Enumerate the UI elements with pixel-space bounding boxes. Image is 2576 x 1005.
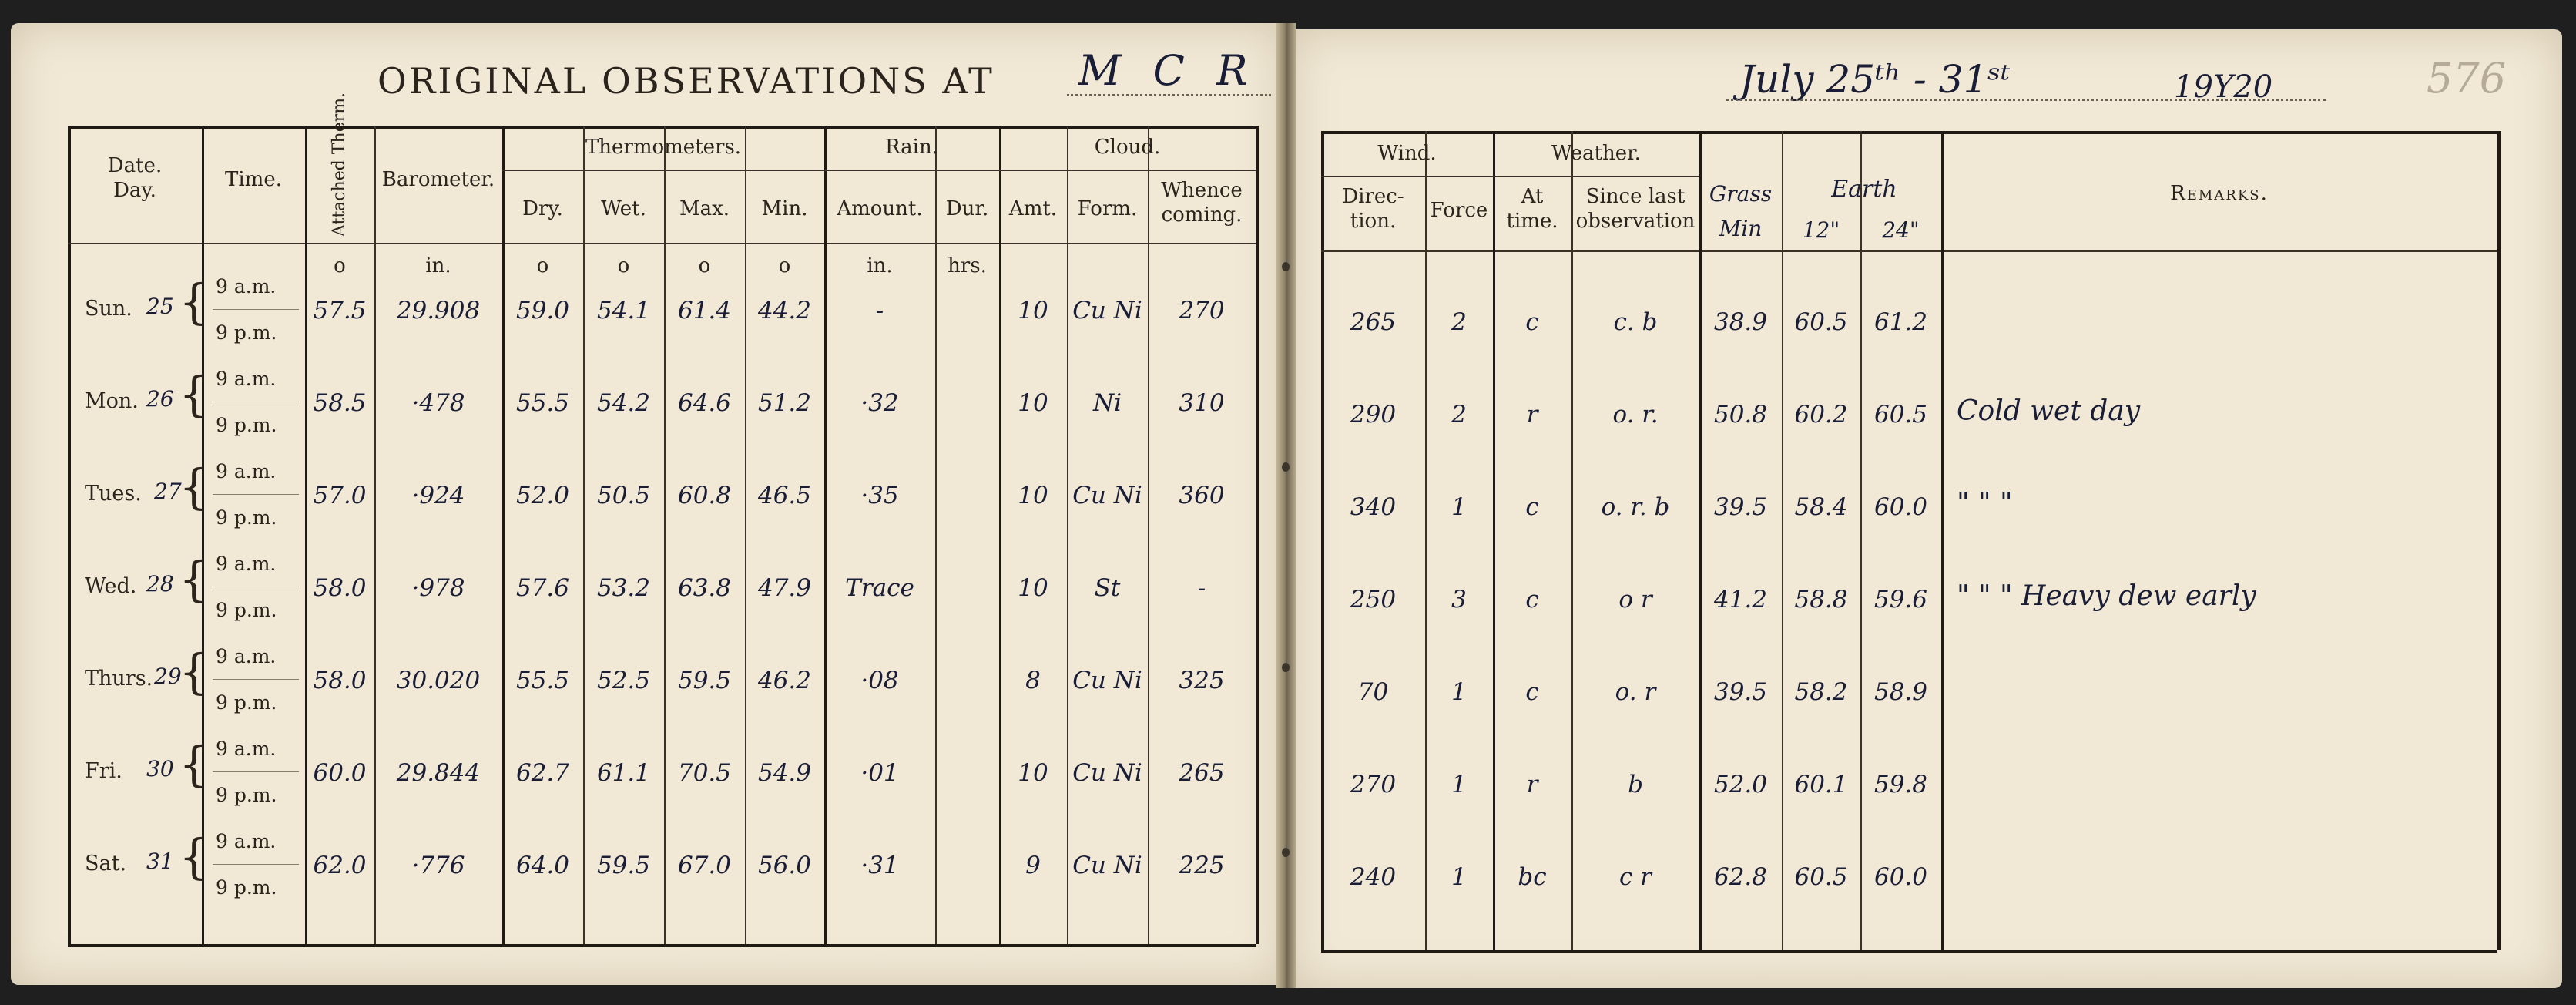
wet-value: 54.1 — [596, 297, 651, 324]
earth-12-value: 60.5 — [1794, 308, 1848, 336]
table-border-bottom-right — [1321, 950, 2497, 953]
earth-12-value: 60.2 — [1794, 401, 1848, 429]
grass-min-value: 39.5 — [1713, 678, 1768, 706]
rain-group-rule — [824, 170, 999, 171]
grass-min-value: 38.9 — [1713, 308, 1768, 336]
unit-dur: hrs. — [948, 254, 987, 277]
header-weather: Weather. — [1551, 142, 1641, 165]
title-dotted-line — [1067, 94, 1271, 96]
grass-min-value: 52.0 — [1713, 771, 1768, 798]
table-border-top — [68, 126, 1256, 129]
barometer-value: 29.844 — [396, 759, 481, 787]
cloud-amount-value: 10 — [1018, 759, 1048, 787]
wind-force-value: 1 — [1451, 771, 1467, 798]
min-value: 44.2 — [757, 297, 812, 324]
column-line — [583, 126, 585, 944]
time-am: 9 a.m. — [216, 830, 277, 852]
header-earth-12: 12" — [1802, 217, 1840, 243]
period-label: July 25ᵗʰ - 31ˢᵗ — [1739, 57, 2011, 102]
max-value: 70.5 — [677, 759, 732, 787]
weather-since-value: b — [1628, 771, 1643, 798]
min-value: 56.0 — [757, 852, 812, 879]
header-remarks: Remarks. — [2170, 182, 2269, 205]
wind-direction-value: 240 — [1350, 863, 1397, 891]
header-amt: Amt. — [1008, 197, 1058, 220]
cloud-amount-value: 8 — [1025, 667, 1041, 694]
page-title: ORIGINAL OBSERVATIONS AT — [377, 60, 995, 102]
day-date: 26 — [146, 386, 174, 412]
time-pm: 9 p.m. — [216, 691, 277, 714]
wind-force-value: 1 — [1451, 678, 1467, 706]
remarks-value: " " " Heavy dew early — [1957, 580, 2256, 612]
whence-value: 310 — [1179, 389, 1225, 417]
attached-therm-value: 58.0 — [313, 667, 367, 694]
day-brace: { — [179, 551, 210, 607]
weather-since-value: c. b — [1613, 308, 1658, 336]
wind-direction-value: 270 — [1350, 771, 1397, 798]
header-time: Time. — [225, 168, 282, 191]
column-line — [824, 126, 827, 944]
grass-min-value: 39.5 — [1713, 493, 1768, 521]
time-pm: 9 p.m. — [216, 506, 277, 529]
earth-24-value: 61.2 — [1873, 308, 1928, 336]
dry-value: 57.6 — [515, 574, 570, 602]
remarks-value: " " " — [1957, 488, 2013, 519]
spine-stitch — [1282, 462, 1290, 472]
time-pm: 9 p.m. — [216, 599, 277, 621]
whence-value: 225 — [1179, 852, 1225, 879]
day-date: 25 — [146, 294, 174, 319]
attached-therm-value: 62.0 — [313, 852, 367, 879]
weather-since-value: o. r. b — [1601, 493, 1670, 521]
weather-at-value: c — [1525, 678, 1539, 706]
attached-therm-value: 57.0 — [313, 482, 367, 509]
header-cloud: Cloud. — [1094, 136, 1161, 159]
day-name: Wed. — [85, 574, 137, 598]
cloud-form-value: Cu Ni — [1072, 667, 1142, 694]
header-wet: Wet. — [601, 197, 646, 220]
weather-at-value: r — [1526, 401, 1538, 429]
header-force: Force — [1430, 199, 1488, 222]
weather-at-value: c — [1525, 586, 1539, 613]
table-border-top-right — [1321, 131, 2497, 134]
day-date: 27 — [154, 479, 182, 504]
day-date: 30 — [146, 756, 174, 781]
unit-attached: o — [334, 254, 346, 277]
barometer-value: ·776 — [411, 852, 465, 879]
wind-direction-value: 340 — [1350, 493, 1397, 521]
earth-12-value: 60.5 — [1794, 863, 1848, 891]
unit-max: o — [698, 254, 711, 277]
cloud-form-value: Cu Ni — [1072, 482, 1142, 509]
wind-group-rule — [1321, 176, 1493, 177]
dry-value: 55.5 — [515, 389, 570, 417]
time-pm: 9 p.m. — [216, 414, 277, 436]
header-rule-right — [1321, 250, 2497, 252]
day-date: 28 — [146, 571, 174, 597]
time-divider — [213, 771, 299, 772]
barometer-value: 29.908 — [396, 297, 481, 324]
column-line — [1941, 131, 1944, 950]
time-divider — [213, 494, 299, 495]
wind-force-value: 3 — [1451, 586, 1467, 613]
cloud-group-rule — [999, 170, 1256, 171]
header-attached-therm: Attached Therm. — [330, 92, 349, 237]
dry-value: 64.0 — [515, 852, 570, 879]
header-whence: Whence — [1161, 179, 1243, 202]
max-value: 67.0 — [677, 852, 732, 879]
weather-at-value: bc — [1518, 863, 1547, 891]
wet-value: 59.5 — [596, 852, 651, 879]
whence-value: 265 — [1179, 759, 1225, 787]
weather-at-value: r — [1526, 771, 1538, 798]
earth-12-value: 58.2 — [1794, 678, 1848, 706]
attached-therm-value: 58.5 — [313, 389, 367, 417]
min-value: 46.5 — [757, 482, 812, 509]
wind-direction-value: 290 — [1350, 401, 1397, 429]
day-name: Sun. — [85, 297, 132, 321]
wet-value: 50.5 — [596, 482, 651, 509]
day-brace: { — [179, 366, 210, 422]
cloud-form-value: Cu Ni — [1072, 759, 1142, 787]
cloud-form-value: Ni — [1092, 389, 1122, 417]
table-border-right — [1256, 126, 1259, 944]
rain-amount-value: - — [875, 297, 884, 324]
attached-therm-value: 57.5 — [313, 297, 367, 324]
wind-force-value: 1 — [1451, 493, 1467, 521]
whence-value: 325 — [1179, 667, 1225, 694]
time-am: 9 a.m. — [216, 460, 277, 482]
column-line — [1493, 131, 1495, 950]
header-since: Since last — [1585, 185, 1685, 208]
column-line — [1148, 126, 1149, 944]
wind-force-value: 2 — [1451, 401, 1467, 429]
header-since-2: observation — [1575, 210, 1696, 233]
barometer-value: 30.020 — [396, 667, 481, 694]
earth-12-value: 60.1 — [1794, 771, 1848, 798]
cloud-amount-value: 10 — [1018, 574, 1048, 602]
header-earth-24: 24" — [1882, 217, 1920, 243]
spine-stitch — [1282, 663, 1290, 672]
spine-stitch — [1282, 262, 1290, 271]
earth-24-value: 59.8 — [1873, 771, 1928, 798]
weather-at-value: c — [1525, 308, 1539, 336]
min-value: 46.2 — [757, 667, 812, 694]
cloud-amount-value: 9 — [1025, 852, 1041, 879]
wind-force-value: 2 — [1451, 308, 1467, 336]
dry-value: 52.0 — [515, 482, 570, 509]
unit-wet: o — [617, 254, 630, 277]
dry-value: 59.0 — [515, 297, 570, 324]
day-brace: { — [179, 829, 210, 885]
weather-since-value: o. r — [1615, 678, 1656, 706]
cloud-amount-value: 10 — [1018, 482, 1048, 509]
day-name: Mon. — [85, 389, 139, 413]
column-line — [305, 126, 307, 944]
time-am: 9 a.m. — [216, 553, 277, 575]
column-line — [1425, 131, 1427, 950]
whence-value: - — [1197, 574, 1206, 602]
wind-direction-value: 70 — [1357, 678, 1389, 706]
unit-barometer: in. — [425, 254, 451, 277]
rain-amount-value: ·08 — [860, 667, 899, 694]
max-value: 60.8 — [677, 482, 732, 509]
column-line — [202, 126, 204, 944]
page-number: 576 — [2427, 54, 2507, 103]
rain-amount-value: ·35 — [860, 482, 899, 509]
header-direction-2: tion. — [1350, 210, 1397, 233]
grass-min-value: 62.8 — [1713, 863, 1768, 891]
earth-subcolumn-line — [1782, 177, 1783, 950]
header-wind: Wind. — [1377, 142, 1437, 165]
time-divider — [213, 309, 299, 310]
day-name: Fri. — [85, 759, 122, 783]
column-line — [1699, 131, 1702, 950]
column-line — [502, 126, 505, 944]
header-rain: Rain. — [885, 136, 938, 159]
header-grass: Grass — [1709, 181, 1773, 207]
header-at-2: time. — [1506, 210, 1558, 233]
header-barometer: Barometer. — [381, 168, 495, 191]
earth-24-value: 59.6 — [1873, 586, 1928, 613]
earth-12-value: 58.4 — [1794, 493, 1848, 521]
time-divider — [213, 679, 299, 680]
dry-value: 62.7 — [515, 759, 570, 787]
cloud-form-value: Cu Ni — [1072, 852, 1142, 879]
day-name: Thurs. — [85, 667, 153, 691]
column-line — [664, 126, 666, 944]
barometer-value: ·924 — [411, 482, 465, 509]
earth-24-value: 60.0 — [1873, 493, 1928, 521]
header-earth: Earth — [1831, 176, 1897, 203]
earth-24-value: 60.0 — [1873, 863, 1928, 891]
header-day: Day. — [113, 179, 156, 202]
column-line — [1067, 126, 1068, 944]
day-brace: { — [179, 644, 210, 700]
wind-force-value: 1 — [1451, 863, 1467, 891]
column-line — [935, 126, 937, 944]
min-value: 47.9 — [757, 574, 812, 602]
attached-therm-value: 58.0 — [313, 574, 367, 602]
rain-amount-value: Trace — [845, 574, 914, 602]
wet-value: 61.1 — [596, 759, 651, 787]
barometer-value: ·978 — [411, 574, 465, 602]
header-rule — [68, 243, 1256, 244]
weather-since-value: c r — [1618, 863, 1652, 891]
column-line — [374, 126, 376, 944]
header-grass-min: Min — [1719, 216, 1763, 241]
header-direction: Direc- — [1342, 185, 1404, 208]
header-amount: Amount. — [837, 197, 923, 220]
min-value: 54.9 — [757, 759, 812, 787]
wet-value: 52.5 — [596, 667, 651, 694]
day-date: 31 — [146, 849, 174, 874]
day-name: Sat. — [85, 852, 127, 876]
header-at: At — [1521, 185, 1544, 208]
cloud-form-value: St — [1094, 574, 1121, 602]
time-pm: 9 p.m. — [216, 784, 277, 806]
station-name: M C R — [1078, 46, 1257, 95]
day-brace: { — [179, 274, 210, 330]
wind-direction-value: 250 — [1350, 586, 1397, 613]
header-dry: Dry. — [522, 197, 563, 220]
day-brace: { — [179, 459, 210, 515]
spine-stitch — [1282, 848, 1290, 857]
time-am: 9 a.m. — [216, 645, 277, 667]
grass-min-value: 41.2 — [1713, 586, 1768, 613]
header-min: Min. — [761, 197, 808, 220]
rain-amount-value: ·32 — [860, 389, 899, 417]
max-value: 61.4 — [677, 297, 732, 324]
header-date: Date. — [107, 154, 163, 177]
header-form: Form. — [1077, 197, 1138, 220]
grass-min-value: 50.8 — [1713, 401, 1768, 429]
time-am: 9 a.m. — [216, 738, 277, 760]
rain-amount-value: ·01 — [860, 759, 899, 787]
day-date: 29 — [154, 664, 182, 689]
time-pm: 9 p.m. — [216, 876, 277, 899]
time-divider — [213, 864, 299, 865]
min-value: 51.2 — [757, 389, 812, 417]
cloud-amount-value: 10 — [1018, 389, 1048, 417]
header-max: Max. — [679, 197, 730, 220]
wind-direction-value: 265 — [1350, 308, 1397, 336]
time-am: 9 a.m. — [216, 275, 277, 297]
unit-rain: in. — [867, 254, 893, 277]
earth-12-value: 58.8 — [1794, 586, 1848, 613]
earth-24-value: 60.5 — [1873, 401, 1928, 429]
time-pm: 9 p.m. — [216, 321, 277, 344]
unit-dry: o — [536, 254, 549, 277]
max-value: 63.8 — [677, 574, 732, 602]
day-brace: { — [179, 736, 210, 792]
cloud-amount-value: 10 — [1018, 297, 1048, 324]
cloud-form-value: Cu Ni — [1072, 297, 1142, 324]
table-border-left-right — [1321, 131, 1324, 950]
time-am: 9 a.m. — [216, 368, 277, 390]
header-dur: Dur. — [945, 197, 989, 220]
earth-24-value: 58.9 — [1873, 678, 1928, 706]
table-border-left — [68, 126, 71, 944]
header-thermometers: Thermometers. — [585, 136, 742, 159]
dry-value: 55.5 — [515, 667, 570, 694]
book-gutter — [1276, 23, 1296, 988]
weather-group-rule — [1493, 176, 1699, 177]
header-coming: coming. — [1161, 203, 1243, 227]
whence-value: 360 — [1179, 482, 1225, 509]
day-name: Tues. — [85, 482, 142, 506]
max-value: 59.5 — [677, 667, 732, 694]
remarks-value: Cold wet day — [1957, 395, 2141, 427]
weather-at-value: c — [1525, 493, 1539, 521]
column-line — [745, 126, 746, 944]
column-line — [999, 126, 1001, 944]
attached-therm-value: 60.0 — [313, 759, 367, 787]
barometer-value: ·478 — [411, 389, 465, 417]
wet-value: 54.2 — [596, 389, 651, 417]
unit-min: o — [778, 254, 791, 277]
whence-value: 270 — [1179, 297, 1225, 324]
table-border-right-right — [2497, 131, 2501, 950]
wet-value: 53.2 — [596, 574, 651, 602]
max-value: 64.6 — [677, 389, 732, 417]
year-label: 19Y20 — [2174, 69, 2273, 105]
rain-amount-value: ·31 — [860, 852, 899, 879]
column-line — [1571, 131, 1573, 950]
weather-since-value: o. r. — [1612, 401, 1659, 429]
weather-since-value: o r — [1618, 586, 1652, 613]
table-border-bottom — [68, 944, 1256, 947]
earth-subcolumn-line — [1860, 177, 1862, 950]
